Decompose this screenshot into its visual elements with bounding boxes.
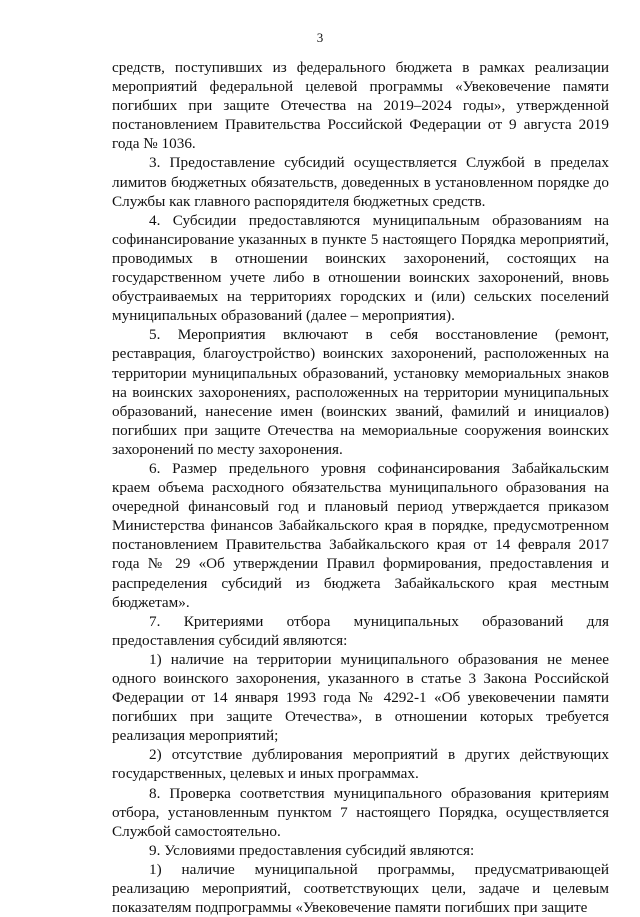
paragraph-item-7-1: 1) наличие на территории муниципального образования не менее одного воинского захоронения, указанного в статье 3 Закона Российской Федерации от 14 января 1993 года № 4292-1 «Об увековечении памяти погибших при защите Отечества», в отношении которых требуется реализация мероприятий; — [112, 650, 609, 745]
paragraph-item-5: 5. Мероприятия включают в себя восстановление (ремонт, реставрация, благоустройство) воинских захоронений, расположенных на территории муниципальных образований, установку мемориальных знаков на воинских захоронениях, расположенных на территории муниципальных образований, нанесение имен (воинских званий, фамилий и инициалов) погибших при защите Отечества на мемориальные сооружения воинских захоронений по месту захоронения. — [112, 326, 609, 458]
paragraph-item-8: 8. Проверка соответствия муниципального образования критериям отбора, установленным пунктом 7 настоящего Порядка, осуществляется Службой самостоятельно. — [112, 784, 609, 840]
paragraph-item-7-2: 2) отсутствие дублирования мероприятий в других действующих государственных, целевых и иных программах. — [112, 746, 609, 783]
paragraph-continuation: средств, поступивших из федерального бюджета в рамках реализации мероприятий федеральной целевой программы «Увековечение памяти погибших при защите Отечества на 2019–2024 годы», утвержденной постановлением Правительства Российской Федерации от 9 августа 2019 года № 1036. — [112, 59, 609, 153]
page-number: 3 — [316, 30, 324, 45]
paragraph-item-4: 4. Субсидии предоставляются муниципальным образованиям на софинансирование указанных в пункте 5 настоящего Порядка мероприятий, проводимых в отношении воинских захоронений, состоящих на государственном учете либо в отношении воинских захоронений, вновь обустраиваемых на территориях городских и (или) сельских поселений муниципальных образований (далее – мероприятия). — [112, 211, 609, 325]
paragraph-item-3: 3. Предоставление субсидий осуществляется Службой в пределах лимитов бюджетных обязательств, доведенных в установленном порядке до Службы как главного распорядителя бюджетных средств. — [112, 154, 609, 210]
paragraph-item-9: 9. Условиями предоставления субсидий являются: — [149, 841, 475, 859]
document-body — [112, 58, 609, 917]
paragraph-item-7: 7. Критериями отбора муниципальных образований для предоставления субсидий являются: — [112, 612, 609, 649]
paragraph-item-6: 6. Размер предельного уровня софинансирования Забайкальским краем объема расходного обязательства муниципального образования на очередной финансовый год и плановый период утверждается приказом Министерства финансов Забайкальского края в порядке, предусмотренном постановлением Правительства Забайкальского края от 14 февраля 2017 года № 29 «Об утверждении Правил формирования, предоставления и распределения субсидий из бюджета Забайкальского края местным бюджетам». — [112, 459, 609, 611]
paragraph-item-9-1: 1) наличие муниципальной программы, предусматривающей реализацию мероприятий, соответствующих цели, задаче и целевым показателям подпрограммы «Увековечение памяти погибших при защите — [112, 860, 609, 917]
